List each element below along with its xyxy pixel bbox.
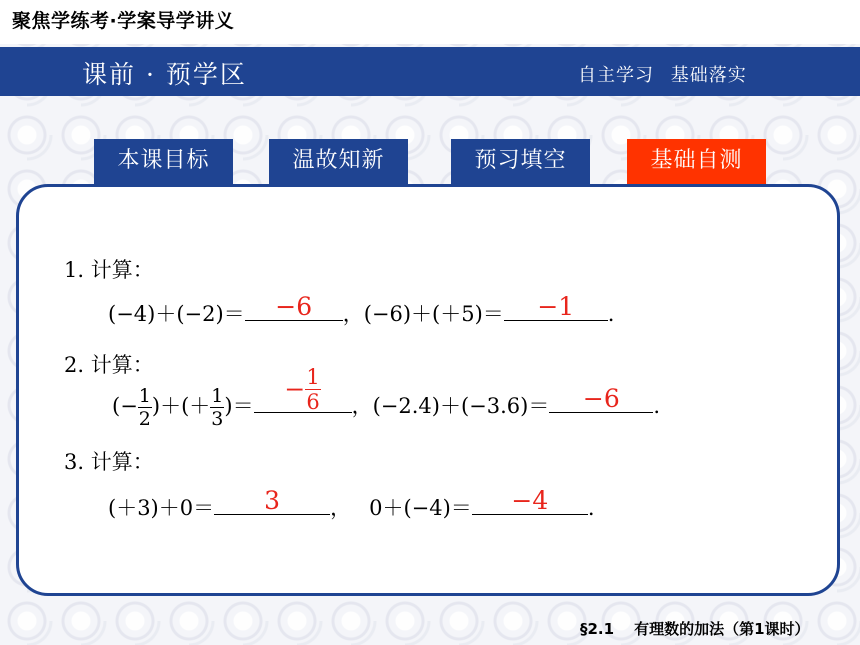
q2-fraction-1-num: 1 xyxy=(138,385,151,407)
section-subtitle: 自主学习 基础落实 xyxy=(578,65,747,86)
q3-separator: ， xyxy=(330,496,352,520)
section-bar xyxy=(0,47,860,96)
q1-answer-2: −1 xyxy=(537,292,575,321)
question-3-title: 3. 计算： xyxy=(64,450,154,474)
q1-expression-2: (−6)＋(＋5)＝ xyxy=(363,302,504,326)
question-3-line xyxy=(108,486,595,522)
q3-end: . xyxy=(587,496,595,520)
q2-answer-1-num: 1 xyxy=(306,365,320,389)
q1-end: . xyxy=(607,302,615,326)
section-title: 课前 · 预学区 xyxy=(82,60,247,89)
q1-answer-2-blank xyxy=(504,292,608,321)
q2-separator: ， xyxy=(351,394,373,418)
question-1-title: 1. 计算： xyxy=(64,258,154,282)
q2-answer-1-fraction xyxy=(305,365,320,414)
tab-lesson-goals[interactable]: 本课目标 xyxy=(94,139,233,184)
q2-fraction-2-num: 1 xyxy=(211,385,224,407)
top-strip xyxy=(0,0,860,44)
q3-answer-2: −4 xyxy=(511,486,549,515)
question-2-line xyxy=(112,365,661,436)
q2-answer-1-blank xyxy=(254,365,352,414)
q3-answer-1: 3 xyxy=(264,486,281,515)
q3-answer-1-blank xyxy=(214,486,330,515)
q2-part-3: )＝ xyxy=(224,394,254,418)
q2-answer-1-den: 6 xyxy=(306,390,320,414)
footer xyxy=(580,618,810,639)
q2-part-2: )＋(＋ xyxy=(151,394,211,418)
q3-expression-1: (＋3)＋0＝ xyxy=(108,496,215,520)
q1-answer-1: −6 xyxy=(275,292,313,321)
question-1-line xyxy=(108,292,615,328)
question-2-title: 2. 计算： xyxy=(64,353,154,377)
q2-part-1: (− xyxy=(112,394,138,418)
tab-review[interactable]: 温故知新 xyxy=(269,139,408,184)
q1-separator: ， xyxy=(342,302,364,326)
q2-fraction-1-den: 2 xyxy=(138,408,151,430)
footer-lesson-title: 有理数的加法（第1课时） xyxy=(634,620,810,638)
q2-answer-1 xyxy=(254,365,352,414)
q2-answer-1-sign: − xyxy=(284,374,306,404)
q2-fraction-2 xyxy=(210,385,224,430)
tab-preview-fill[interactable]: 预习填空 xyxy=(451,139,590,184)
q3-answer-2-blank xyxy=(472,486,588,515)
tab-basic-self-test[interactable]: 基础自测 xyxy=(627,139,766,184)
q2-fraction-2-den: 3 xyxy=(211,408,224,430)
q2-answer-2-blank xyxy=(549,384,653,413)
q2-expression-2: (−2.4)＋(−3.6)＝ xyxy=(372,394,550,418)
document-title: 聚焦学练考·学案导学讲义 xyxy=(12,10,235,32)
q1-expression-1: (−4)＋(−2)＝ xyxy=(108,302,245,326)
footer-section-number: §2.1 xyxy=(580,620,615,638)
q2-answer-2: −6 xyxy=(582,384,620,413)
q2-fraction-1 xyxy=(138,385,152,430)
q1-answer-1-blank xyxy=(245,292,343,321)
q3-expression-2: 0＋(−4)＝ xyxy=(369,496,472,520)
q2-end: . xyxy=(653,394,661,418)
